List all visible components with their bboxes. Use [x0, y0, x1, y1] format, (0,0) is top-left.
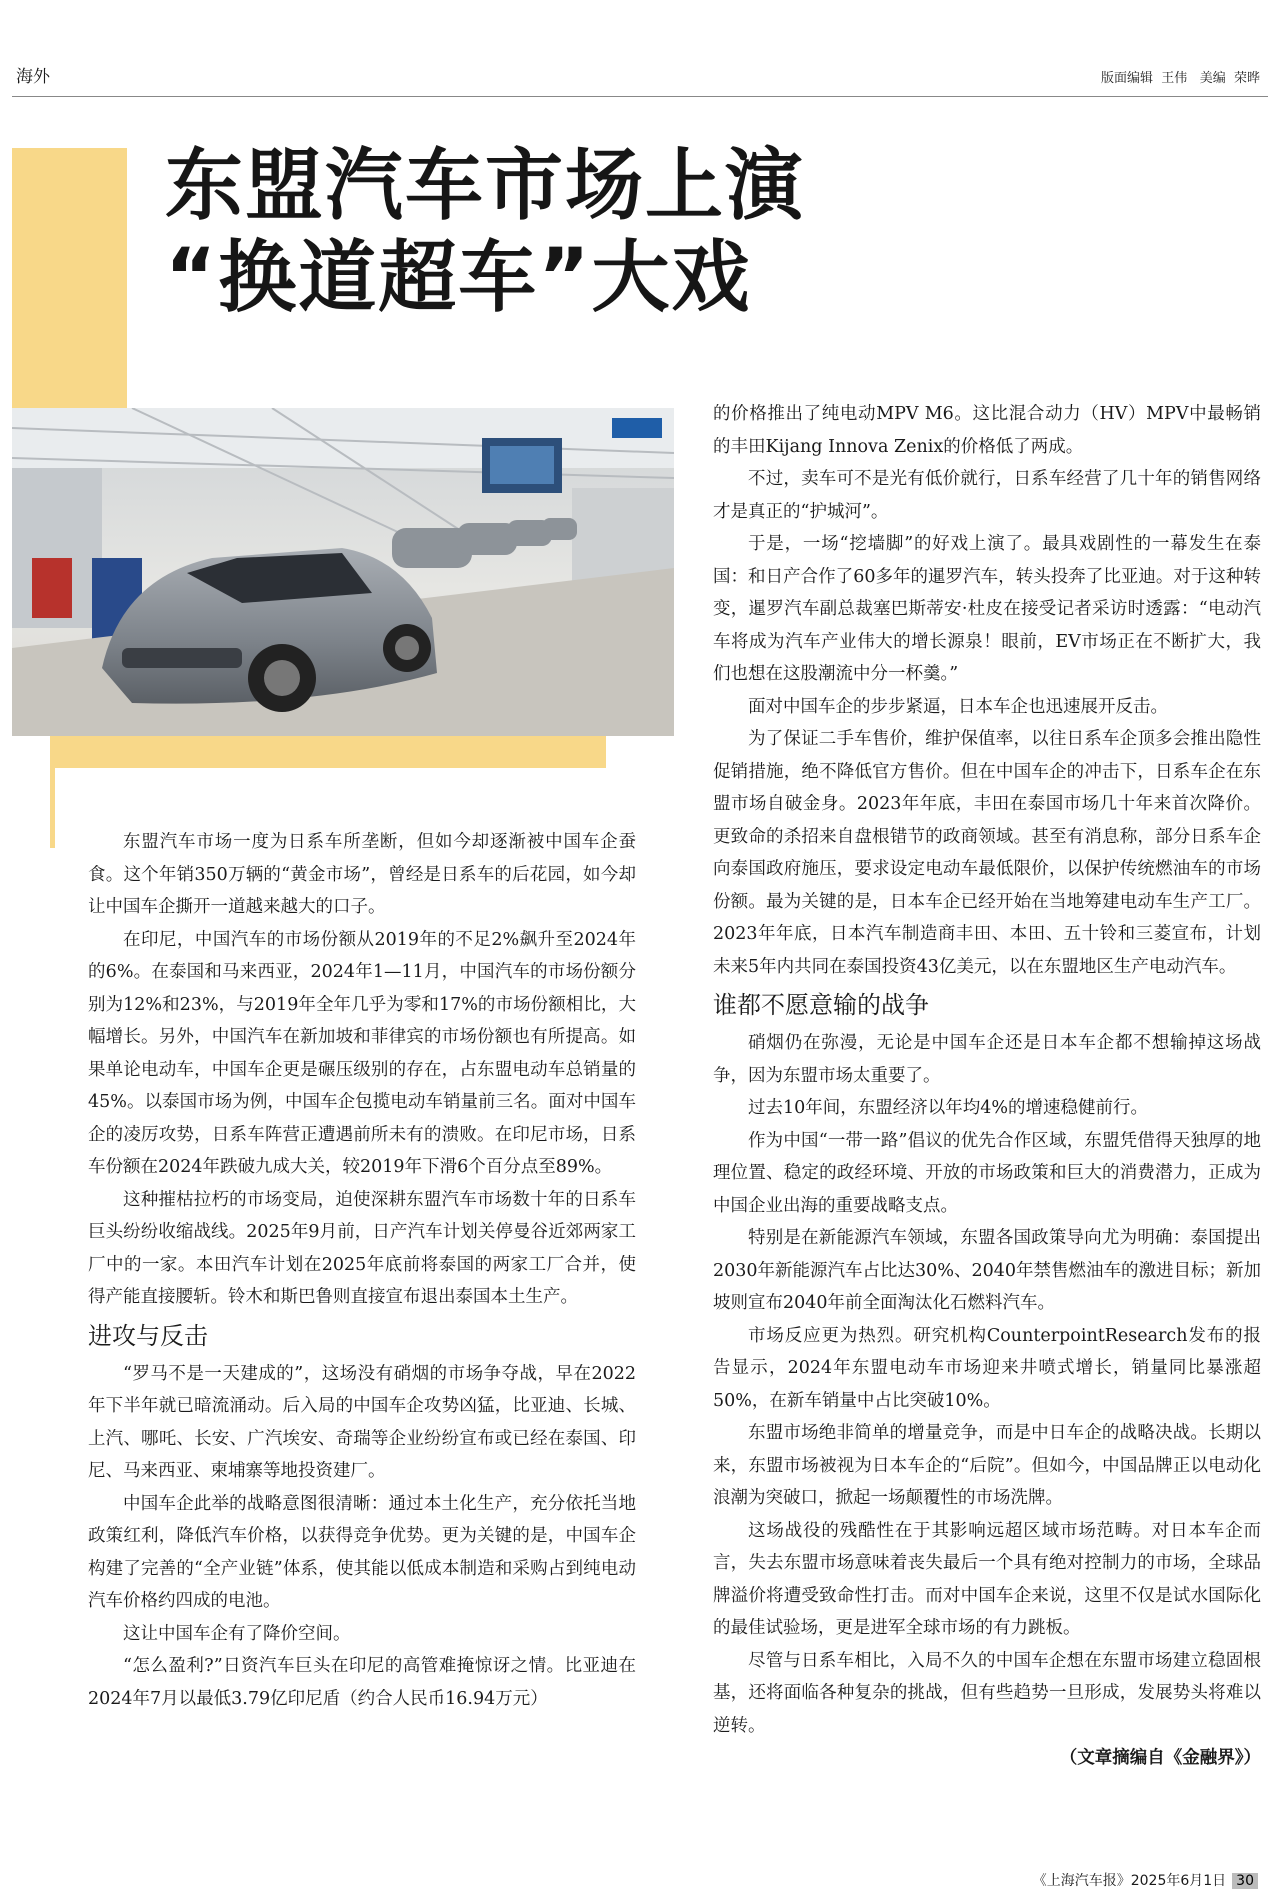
source-note: （文章摘编自《金融界》） — [1059, 1748, 1261, 1768]
right-column — [713, 398, 1261, 1775]
right-paragraph-10: 东盟市场绝非简单的增量竞争，而是中日车企的战略决战。长期以来，东盟市场被视为日本车企的“后院”。但如今，中国品牌正以电动化浪潮为突破口，掀起一场颠覆性的市场洗牌。 — [713, 1423, 1261, 1508]
right-lead: 的价格推出了纯电动MPV M6。这比混合动力（HV）MPV中最畅销的丰田Kijang Innova Zenix的价格低了两成。 — [713, 404, 1261, 457]
title-line-2: “换道超车”大戏 — [165, 233, 752, 323]
right-paragraph-6: 过去10年间，东盟经济以年均4%的增速稳健前行。 — [748, 1098, 1149, 1118]
left-paragraph-2: 在印尼，中国汽车的市场份额从2019年的不足2%飙升至2024年的6%。在泰国和马来西亚，2024年1—11月，中国汽车的市场份额分别为12%和23%，与2019年全年几乎为零和17%的市场份额相比，大幅增长。另外，中国汽车在新加坡和菲律宾的市场份额也有所提高。如果单论电动车，中国车企更是碾压级别的存在，占东盟电动车总销量的45%。以泰国市场为例，中国车企包揽电动车销量前三名。面对中国车企的凌厉攻势，日系车阵营正遭遇前所未有的溃败。在印尼市场，日系车份额在2024年跌破九成大关，较2019年下滑6个百分点至89%。 — [88, 929, 636, 1177]
footer-paper: 《上海汽车报》2025年6月1日 — [1032, 1873, 1227, 1889]
right-paragraph-11: 这场战役的残酷性在于其影响远超区域市场范畴。对日本车企而言，失去东盟市场意味着丧失最后一个具有绝对控制力的市场，全球品牌溢价将遭受致命性打击。而对中国车企来说，这里不仅是试水国际化的最佳试验场，更是进军全球市场的有力跳板。 — [713, 1520, 1261, 1638]
subhead-attack: 进攻与反击 — [88, 1321, 208, 1350]
photo-accent-stem — [50, 736, 55, 848]
credits — [1101, 67, 1260, 86]
right-paragraph-2: 于是，一场“挖墙脚”的好戏上演了。最具戏剧性的一幕发生在泰国：和日产合作了60多年的暹罗汽车，转头投奔了比亚迪。对于这种转变，暹罗汽车副总裁塞巴斯蒂安·杜皮在接受记者采访时透露：“电动汽车将成为汽车产业伟大的增长源泉！眼前，EV市场正在不断扩大，我们也想在这股潮流中分一杯羹。” — [713, 534, 1261, 684]
left-paragraph-4: “罗马不是一天建成的”，这场没有硝烟的市场争夺战，早在2022年下半年就已暗流涌动。后入局的中国车企攻势凶猛，比亚迪、长城、上汽、哪吒、长安、广汽埃安、奇瑞等企业纷纷宣布或已经在泰国、印尼、马来西亚、柬埔寨等地投资建厂。 — [88, 1363, 636, 1481]
designer-name: 荣晔 — [1233, 71, 1260, 86]
section-label: 海外 — [16, 67, 50, 87]
right-paragraph-9: 市场反应更为热烈。研究机构CounterpointResearch发布的报告显示，2024年东盟电动车市场迎来井喷式增长，销量同比暴涨超50%，在新车销量中占比突破10%。 — [713, 1325, 1261, 1411]
designer-label: 美编 — [1199, 71, 1226, 86]
page-number: 30 — [1232, 1873, 1258, 1889]
subhead-war: 谁都不愿意输的战争 — [713, 991, 929, 1019]
left-column — [88, 826, 636, 1715]
title-accent-bar — [12, 148, 127, 410]
header-rule — [12, 96, 1268, 97]
editor-name: 王伟 — [1161, 71, 1188, 86]
left-paragraph-6: 这让中国车企有了降价空间。 — [123, 1623, 351, 1644]
right-paragraph-7: 作为中国“一带一路”倡议的优先合作区域，东盟凭借得天独厚的地理位置、稳定的政经环境、开放的市场政策和巨大的消费潜力，正成为中国企业出海的重要战略支点。 — [713, 1130, 1261, 1216]
right-paragraph-3: 面对中国车企的步步紧逼，日本车企也迅速展开反击。 — [748, 696, 1168, 717]
factory-photo — [12, 408, 674, 736]
left-paragraph-3: 这种摧枯拉朽的市场变局，迫使深耕东盟汽车市场数十年的日系车巨头纷纷收缩战线。2025年9月前，日产汽车计划关停曼谷近郊两家工厂中的一家。本田汽车计划在2025年底前将泰国的两家工厂合并，使得产能直接腰斩。铃木和斯巴鲁则直接宣布退出泰国本土生产。 — [88, 1189, 636, 1307]
left-paragraph-7: “怎么盈利?”日资汽车巨头在印尼的高管难掩惊讶之情。比亚迪在2024年7月以最低3.79亿印尼盾（约合人民币16.94万元） — [88, 1656, 636, 1709]
photo-accent-band — [50, 736, 606, 768]
right-paragraph-12: 尽管与日系车相比，入局不久的中国车企想在东盟市场建立稳固根基，还将面临各种复杂的挑战，但有些趋势一旦形成，发展势头将难以逆转。 — [713, 1650, 1261, 1736]
footer — [1033, 1870, 1258, 1890]
left-paragraph-5: 中国车企此举的战略意图很清晰：通过本土化生产，充分依托当地政策红利，降低汽车价格，以获得竞争优势。更为关键的是，中国车企构建了完善的“全产业链”体系，使其能以低成本制造和采购占到纯电动汽车价格约四成的电池。 — [88, 1493, 636, 1611]
title-line-1: 东盟汽车市场上演 — [165, 141, 806, 231]
article-title — [165, 140, 805, 324]
right-paragraph-4: 为了保证二手车售价，维护保值率，以往日系车企顶多会推出隐性促销措施，绝不降低官方售价。但在中国车企的冲击下，日系车企在东盟市场自破金身。2023年年底，丰田在泰国市场几十年来首次降价。更致命的杀招来自盘根错节的政商领域。甚至有消息称，部分日系车企向泰国政府施压，要求设定电动车最低限价，以保护传统燃油车的市场份额。最为关键的是，日本车企已经开始在当地筹建电动车生产工厂。2023年年底，日本汽车制造商丰田、本田、五十铃和三菱宣布，计划未来5年内共同在泰国投资43亿美元，以在东盟地区生产电动汽车。 — [713, 729, 1261, 977]
right-paragraph-8: 特别是在新能源汽车领域，东盟各国政策导向尤为明确：泰国提出2030年新能源汽车占比达30%、2040年禁售燃油车的激进目标；新加坡则宣布2040年前全面淘汰化石燃料汽车。 — [713, 1228, 1261, 1313]
editor-label: 版面编辑 — [1101, 71, 1154, 86]
right-paragraph-5: 硝烟仍在弥漫，无论是中国车企还是日本车企都不想输掉这场战争，因为东盟市场太重要了。 — [713, 1033, 1261, 1086]
right-paragraph-1: 不过，卖车可不是光有低价就行，日系车经营了几十年的销售网络才是真正的“护城河”。 — [713, 469, 1261, 522]
left-paragraph-1: 东盟汽车市场一度为日系车所垄断，但如今却逐渐被中国车企蚕食。这个年销350万辆的“黄金市场”，曾经是日系车的后花园，如今却让中国车企撕开一道越来越大的口子。 — [88, 832, 636, 917]
